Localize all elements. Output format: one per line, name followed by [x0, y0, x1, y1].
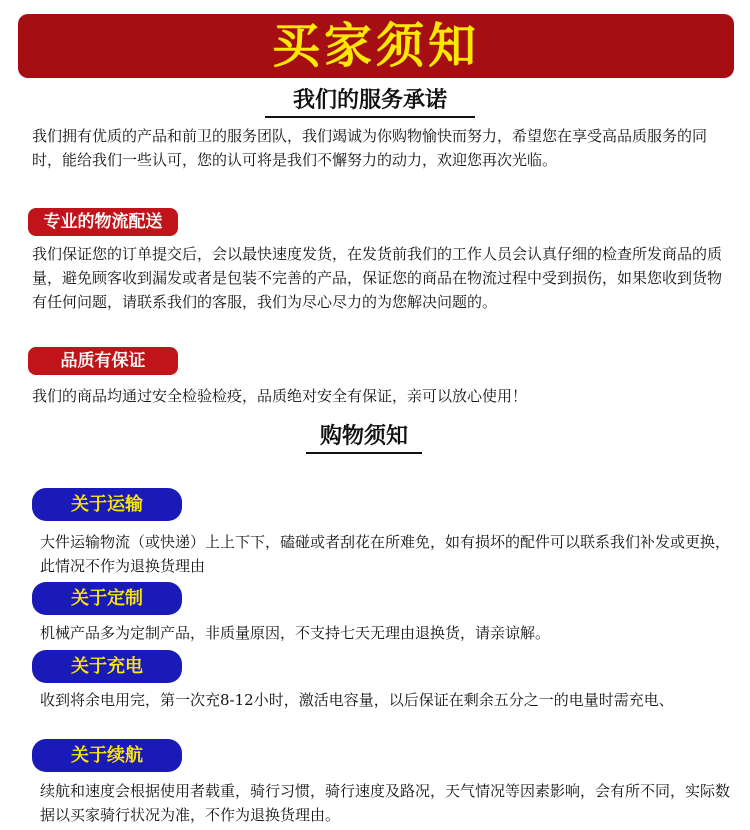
logistics-tag: 专业的物流配送 [28, 208, 178, 236]
shipping-text: 大件运输物流（或快递）上上下下，磕碰或者刮花在所难免，如有损坏的配件可以联系我们补发或更换，此情况不作为退换货理由 [40, 533, 731, 575]
tag-custom: 关于定制 [32, 582, 182, 615]
service-intro: 我们拥有优质的产品和前卫的服务团队，我们竭诚为你购物愉快而努力，希望您在享受高品质服务的同时，能给我们一些认可，您的认可将是我们不懈努力的动力，欢迎您再次光临。 [32, 127, 708, 169]
service-title: 我们的服务承诺 [292, 88, 447, 113]
range-text: 续航和速度会根据使用者载重，骑行习惯，骑行速度及路况，天气情况等因素影响，会有所不同，实际数据以买家骑行状况为准，不作为退换货理由。 [40, 782, 731, 824]
shopping-title-underline [306, 452, 422, 454]
banner-title: 买家须知 [271, 18, 480, 74]
header-banner [18, 14, 734, 78]
quality-text: 我们的商品均通过安全检验检疫，品质绝对安全有保证，亲可以放心使用！ [32, 387, 528, 405]
shopping-title: 购物须知 [319, 424, 408, 449]
service-title-underline [265, 116, 475, 118]
custom-text: 机械产品多为定制产品，非质量原因，不支持七天无理由退换货，请亲谅解。 [40, 624, 551, 642]
charging-text: 收到将余电用完，第一次充8-12小时，激活电容量，以后保证在剩余五分之一的电量时需充电、 [40, 691, 674, 709]
logistics-text: 我们保证您的订单提交后，会以最快速度发货，在发货前我们的工作人员会认真仔细的检查所发商品的质量，避免顾客收到漏发或者是包装不完善的产品，保证您的商品在物流过程中受到损伤，如果您收到货物有任何问题，请联系我们的客服，我们为尽心尽力的为您解决问题的。 [32, 245, 723, 311]
quality-tag: 品质有保证 [28, 347, 178, 375]
tag-range: 关于续航 [32, 739, 182, 772]
tag-charging: 关于充电 [32, 650, 182, 683]
tag-shipping: 关于运输 [32, 488, 182, 521]
